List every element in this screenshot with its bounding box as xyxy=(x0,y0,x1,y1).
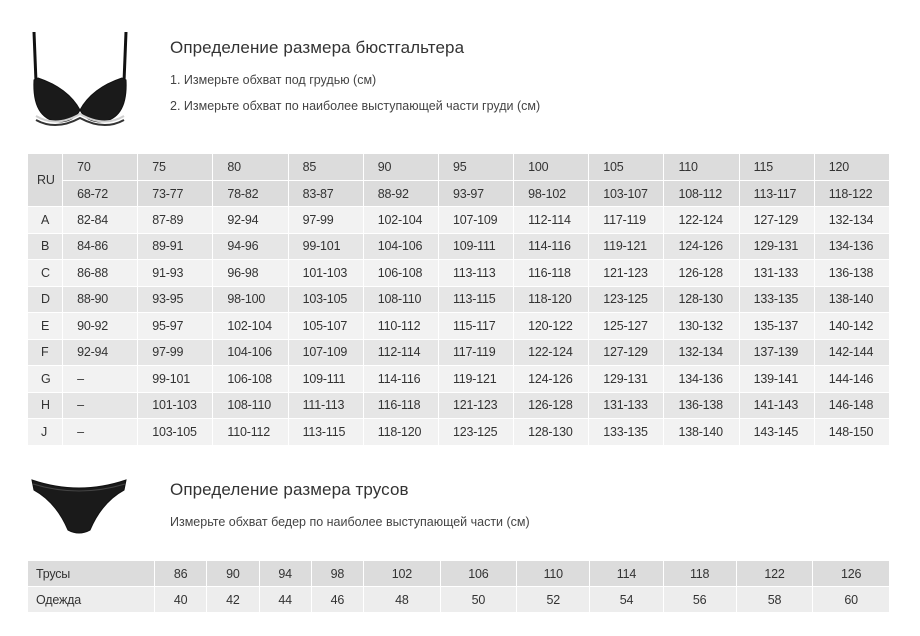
bust-range-cell: 141-143 xyxy=(740,393,815,420)
bust-range-cell: 92-94 xyxy=(213,207,288,234)
bust-range-cell: 99-101 xyxy=(138,366,213,393)
bust-range-cell: 87-89 xyxy=(138,207,213,234)
bra-section-title: Определение размера бюстгальтера xyxy=(170,38,465,57)
bust-range-cell: 97-99 xyxy=(138,340,213,367)
bust-range-cell: 143-145 xyxy=(740,419,815,446)
panty-icon xyxy=(30,472,128,538)
table-row xyxy=(28,340,890,367)
bust-range-cell: 108-110 xyxy=(213,393,288,420)
bust-range-cell: 111-113 xyxy=(289,393,364,420)
table-row xyxy=(28,561,890,587)
bust-range-cell: 124-126 xyxy=(664,234,739,261)
bust-range-cell: 119-121 xyxy=(589,234,664,261)
cup-label-cell: G xyxy=(28,366,63,393)
panty-row-label: Трусы xyxy=(28,561,155,587)
bust-range-cell: 102-104 xyxy=(364,207,439,234)
panty-size-cell: 54 xyxy=(590,587,663,613)
bust-range-cell: 105-107 xyxy=(289,313,364,340)
panty-size-cell: 102 xyxy=(364,561,441,587)
band-size-cell: 90 xyxy=(364,154,439,181)
panty-size-cell: 94 xyxy=(260,561,312,587)
cup-label-cell: A xyxy=(28,207,63,234)
bust-range-cell: 134-136 xyxy=(664,366,739,393)
bust-range-cell: 117-119 xyxy=(589,207,664,234)
bust-range-cell: 122-124 xyxy=(664,207,739,234)
panty-size-cell: 86 xyxy=(155,561,207,587)
bust-range-cell: 129-131 xyxy=(589,366,664,393)
bust-range-cell: 121-123 xyxy=(589,260,664,287)
bust-range-cell: 136-138 xyxy=(815,260,890,287)
bust-range-cell: 94-96 xyxy=(213,234,288,261)
bust-range-cell: 86-88 xyxy=(63,260,138,287)
panty-size-cell: 118 xyxy=(664,561,737,587)
band-range-cell: 83-87 xyxy=(289,181,364,207)
bust-range-cell: 134-136 xyxy=(815,234,890,261)
bust-range-cell: 112-114 xyxy=(364,340,439,367)
table-row xyxy=(28,419,890,446)
bust-range-cell: 132-134 xyxy=(815,207,890,234)
table-row xyxy=(28,366,890,393)
bust-range-cell: 104-106 xyxy=(364,234,439,261)
bust-range-cell: 107-109 xyxy=(439,207,514,234)
band-range-cell: 118-122 xyxy=(815,181,890,207)
bust-range-cell: 129-131 xyxy=(740,234,815,261)
bust-range-cell: 92-94 xyxy=(63,340,138,367)
band-size-cell: 70 xyxy=(63,154,138,181)
bust-range-cell: 146-148 xyxy=(815,393,890,420)
band-size-cell: 75 xyxy=(138,154,213,181)
bust-range-cell: 140-142 xyxy=(815,313,890,340)
bust-range-cell: 82-84 xyxy=(63,207,138,234)
cup-label-cell: H xyxy=(28,393,63,420)
bust-range-cell: 98-100 xyxy=(213,287,288,314)
panty-size-cell: 44 xyxy=(260,587,312,613)
bust-range-cell: 128-130 xyxy=(664,287,739,314)
table-corner-ru: RU xyxy=(28,154,63,207)
table-row xyxy=(28,393,890,420)
cup-label-cell: B xyxy=(28,234,63,261)
bust-range-cell: 126-128 xyxy=(514,393,589,420)
bust-range-cell: 118-120 xyxy=(364,419,439,446)
band-range-cell: 113-117 xyxy=(740,181,815,207)
bra-header-bands xyxy=(28,154,890,181)
panty-size-cell: 60 xyxy=(813,587,890,613)
bust-range-cell: 89-91 xyxy=(138,234,213,261)
bust-range-cell: 106-108 xyxy=(213,366,288,393)
panty-section-title: Определение размера трусов xyxy=(170,480,409,499)
panty-size-cell: 106 xyxy=(441,561,518,587)
bust-range-cell: 102-104 xyxy=(213,313,288,340)
band-size-cell: 110 xyxy=(664,154,739,181)
bust-range-cell: 128-130 xyxy=(514,419,589,446)
bust-range-cell: 138-140 xyxy=(815,287,890,314)
panty-size-cell: 122 xyxy=(737,561,814,587)
panty-size-cell: 46 xyxy=(312,587,364,613)
bust-range-cell: – xyxy=(63,366,138,393)
panty-row-label: Одежда xyxy=(28,587,155,613)
bust-range-cell: 139-141 xyxy=(740,366,815,393)
bust-range-cell: 107-109 xyxy=(289,340,364,367)
bra-header-ranges xyxy=(28,181,890,207)
bust-range-cell: 125-127 xyxy=(589,313,664,340)
bust-range-cell: 127-129 xyxy=(740,207,815,234)
bust-range-cell: 133-135 xyxy=(740,287,815,314)
panty-size-cell: 42 xyxy=(207,587,259,613)
bust-range-cell: 96-98 xyxy=(213,260,288,287)
bust-range-cell: 104-106 xyxy=(213,340,288,367)
bust-range-cell: 138-140 xyxy=(664,419,739,446)
cup-label-cell: D xyxy=(28,287,63,314)
bra-step-1: 1. Измерьте обхват под грудью (см) xyxy=(170,73,377,87)
bust-range-cell: 123-125 xyxy=(439,419,514,446)
bust-range-cell: 113-115 xyxy=(289,419,364,446)
panty-size-cell: 48 xyxy=(364,587,441,613)
band-size-cell: 80 xyxy=(213,154,288,181)
bust-range-cell: 131-133 xyxy=(589,393,664,420)
bust-range-cell: 88-90 xyxy=(63,287,138,314)
bust-range-cell: 90-92 xyxy=(63,313,138,340)
bust-range-cell: 135-137 xyxy=(740,313,815,340)
bust-range-cell: 113-113 xyxy=(439,260,514,287)
bust-range-cell: 97-99 xyxy=(289,207,364,234)
band-range-cell: 108-112 xyxy=(664,181,739,207)
bust-range-cell: 148-150 xyxy=(815,419,890,446)
bust-range-cell: 123-125 xyxy=(589,287,664,314)
bra-step-2: 2. Измерьте обхват по наиболее выступающей части груди (см) xyxy=(170,99,541,113)
panty-instruction: Измерьте обхват бедер по наиболее выступающей части (см) xyxy=(170,515,530,529)
cup-label-cell: J xyxy=(28,419,63,446)
bust-range-cell: 115-117 xyxy=(439,313,514,340)
cup-label-cell: C xyxy=(28,260,63,287)
band-size-cell: 105 xyxy=(589,154,664,181)
panty-size-cell: 110 xyxy=(517,561,590,587)
band-range-cell: 88-92 xyxy=(364,181,439,207)
bust-range-cell: 103-105 xyxy=(138,419,213,446)
table-row xyxy=(28,313,890,340)
bust-range-cell: 99-101 xyxy=(289,234,364,261)
bust-range-cell: 103-105 xyxy=(289,287,364,314)
table-row xyxy=(28,287,890,314)
panty-size-cell: 52 xyxy=(517,587,590,613)
bust-range-cell: 116-118 xyxy=(364,393,439,420)
bust-range-cell: 124-126 xyxy=(514,366,589,393)
table-row xyxy=(28,234,890,261)
cup-label-cell: E xyxy=(28,313,63,340)
bust-range-cell: 120-122 xyxy=(514,313,589,340)
bust-range-cell: 112-114 xyxy=(514,207,589,234)
bust-range-cell: 101-103 xyxy=(289,260,364,287)
bust-range-cell: – xyxy=(63,419,138,446)
bust-range-cell: 109-111 xyxy=(439,234,514,261)
bust-range-cell: 114-116 xyxy=(514,234,589,261)
band-size-cell: 95 xyxy=(439,154,514,181)
panty-size-cell: 40 xyxy=(155,587,207,613)
bust-range-cell: 95-97 xyxy=(138,313,213,340)
band-range-cell: 73-77 xyxy=(138,181,213,207)
bust-range-cell: 119-121 xyxy=(439,366,514,393)
bust-range-cell: 91-93 xyxy=(138,260,213,287)
bust-range-cell: 84-86 xyxy=(63,234,138,261)
bust-range-cell: 93-95 xyxy=(138,287,213,314)
panty-size-cell: 90 xyxy=(207,561,259,587)
bust-range-cell: 122-124 xyxy=(514,340,589,367)
panty-size-cell: 126 xyxy=(813,561,890,587)
bust-range-cell: 118-120 xyxy=(514,287,589,314)
bust-range-cell: 133-135 xyxy=(589,419,664,446)
band-size-cell: 115 xyxy=(740,154,815,181)
table-row xyxy=(28,260,890,287)
panty-size-cell: 98 xyxy=(312,561,364,587)
bust-range-cell: 117-119 xyxy=(439,340,514,367)
panty-size-cell: 114 xyxy=(590,561,663,587)
bust-range-cell: 106-108 xyxy=(364,260,439,287)
bust-range-cell: 126-128 xyxy=(664,260,739,287)
band-range-cell: 93-97 xyxy=(439,181,514,207)
bust-range-cell: 109-111 xyxy=(289,366,364,393)
bust-range-cell: 113-115 xyxy=(439,287,514,314)
bust-range-cell: 144-146 xyxy=(815,366,890,393)
bust-range-cell: 131-133 xyxy=(740,260,815,287)
band-size-cell: 120 xyxy=(815,154,890,181)
table-row xyxy=(28,207,890,234)
band-size-cell: 100 xyxy=(514,154,589,181)
table-row xyxy=(28,587,890,613)
cup-label-cell: F xyxy=(28,340,63,367)
bust-range-cell: 136-138 xyxy=(664,393,739,420)
panty-size-cell: 50 xyxy=(441,587,518,613)
bust-range-cell: 116-118 xyxy=(514,260,589,287)
bust-range-cell: 114-116 xyxy=(364,366,439,393)
bra-size-table xyxy=(28,154,890,446)
band-range-cell: 78-82 xyxy=(213,181,288,207)
bust-range-cell: 101-103 xyxy=(138,393,213,420)
band-size-cell: 85 xyxy=(289,154,364,181)
bust-range-cell: 110-112 xyxy=(213,419,288,446)
bust-range-cell: – xyxy=(63,393,138,420)
band-range-cell: 103-107 xyxy=(589,181,664,207)
band-range-cell: 98-102 xyxy=(514,181,589,207)
band-range-cell: 68-72 xyxy=(63,181,138,207)
bust-range-cell: 127-129 xyxy=(589,340,664,367)
bra-icon xyxy=(28,30,132,130)
bust-range-cell: 108-110 xyxy=(364,287,439,314)
bust-range-cell: 132-134 xyxy=(664,340,739,367)
bust-range-cell: 142-144 xyxy=(815,340,890,367)
bust-range-cell: 137-139 xyxy=(740,340,815,367)
bust-range-cell: 130-132 xyxy=(664,313,739,340)
panty-size-cell: 56 xyxy=(664,587,737,613)
panty-size-cell: 58 xyxy=(737,587,814,613)
bust-range-cell: 121-123 xyxy=(439,393,514,420)
panty-size-table xyxy=(28,561,890,613)
bust-range-cell: 110-112 xyxy=(364,313,439,340)
